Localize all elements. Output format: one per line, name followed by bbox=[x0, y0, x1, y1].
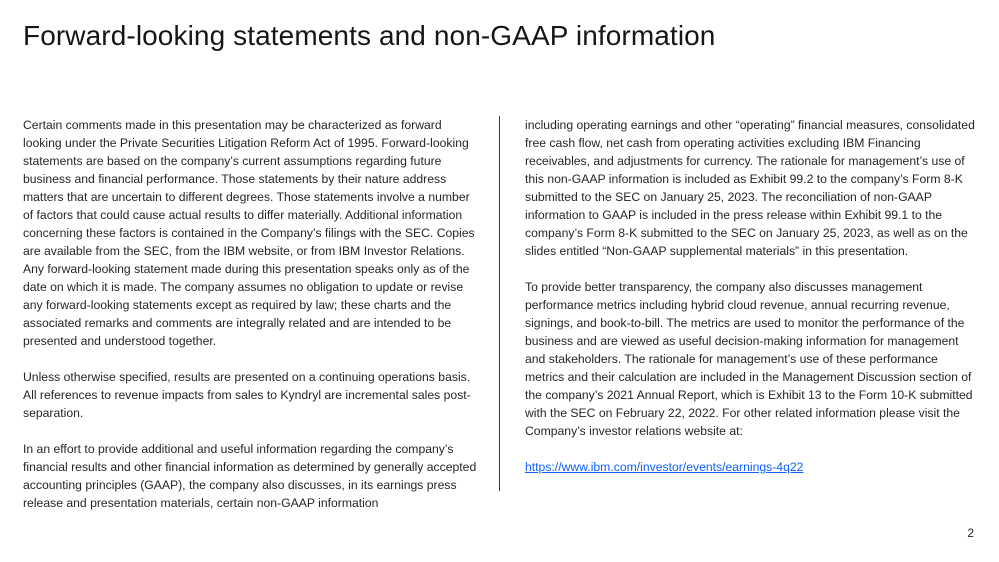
non-gaap-intro-paragraph: In an effort to provide additional and useful information regarding the company’s financial results and other financial information as determined by generally accepted accounting principles (GAAP), the company also discusses, in its earnings press release and presentation materials, certain non-GAAP information bbox=[23, 442, 477, 510]
investor-relations-link[interactable]: https://www.ibm.com/investor/events/earnings-4q22 bbox=[525, 460, 804, 474]
left-column bbox=[23, 116, 478, 530]
continuing-operations-paragraph: Unless otherwise specified, results are presented on a continuing operations basis. All references to revenue impacts from sales to Kyndryl are incremental sales post-separation. bbox=[23, 370, 471, 420]
page-number: 2 bbox=[967, 526, 974, 540]
column-divider bbox=[499, 116, 500, 491]
slide-title: Forward-looking statements and non-GAAP information bbox=[23, 20, 716, 51]
performance-metrics-paragraph: To provide better transparency, the company also discusses management performance metrics including hybrid cloud revenue, annual recurring revenue, signings, and book-to-bill. The metrics are used to monitor the performance of the business and are viewed as useful decision-making information for management and stakeholders. The rationale for management’s use of these performance metrics and their calculation are included in the Management Discussion section of the company’s 2021 Annual Report, which is Exhibit 13 to the Form 10-K submitted with the SEC on February 22, 2022. For other related information please visit the Company’s investor relations website at: bbox=[525, 280, 973, 438]
forward-looking-paragraph: Certain comments made in this presentation may be characterized as forward looking under the Private Securities Litigation Reform Act of 1995. Forward-looking statements are based on the company’s current assumptions regarding future business and financial performance. Those statements by their nature address matters that are uncertain to different degrees. Those statements involve a number of factors that could cause actual results to differ materially. Additional information concerning these factors is contained in the Company’s filings with the SEC. Copies are available from the SEC, from the IBM website, or from IBM Investor Relations. Any forward-looking statement made during this presentation speaks only as of the date on which it is made. The company assumes no obligation to update or revise any forward-looking statements except as required by law; these charts and the associated remarks and comments are integrally related and are intended to be presented and understood together. bbox=[23, 118, 475, 348]
right-column bbox=[525, 116, 977, 494]
non-gaap-details-paragraph: including operating earnings and other “operating” financial measures, consolidated free cash flow, net cash from operating activities excluding IBM Financing receivables, and adjustments for currency. The rationale for management’s use of this non-GAAP information is included as Exhibit 99.2 to the company’s Form 8-K submitted to the SEC on January 25, 2023. The reconciliation of non-GAAP information to GAAP is included in the press release within Exhibit 99.1 to the company’s Form 8-K submitted to the SEC on January 25, 2023, as well as on the slides entitled “Non-GAAP supplemental materials” in this presentation. bbox=[525, 118, 975, 258]
